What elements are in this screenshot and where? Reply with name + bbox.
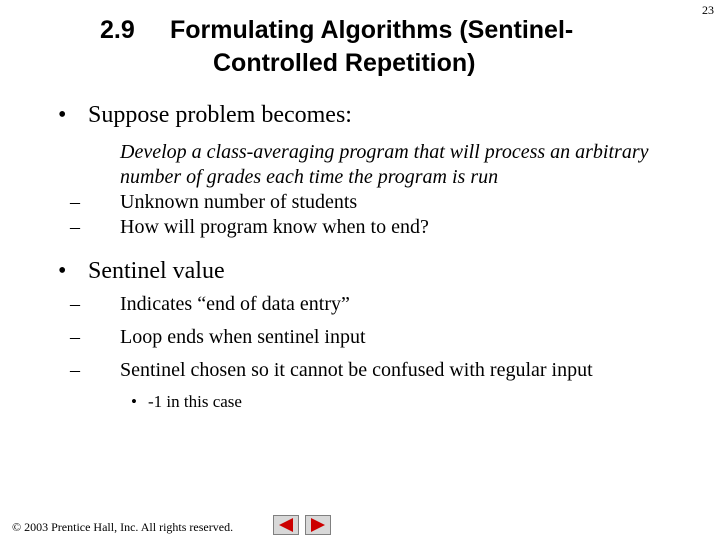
dash-marker: – [70,359,80,381]
sub-bullet-text: How will program know when to end? [120,216,429,238]
bullet-text: Sentinel value [88,258,225,284]
sub-bullet-item [58,358,698,383]
problem-description: Develop a class-averaging program that will process an arbitrary number of grades each time the program is run [120,141,649,188]
title-line-2: Controlled Repetition) [213,49,476,77]
title-number: 2.9 [100,16,135,44]
copyright-footer: © 2003 Prentice Hall, Inc. All rights reserved. [12,520,234,534]
sub-bullet-item [58,292,698,317]
slide-title [100,14,660,80]
title-line-1: Formulating Algorithms (Sentinel- [170,16,574,44]
slide-content [58,100,698,413]
spacer [58,240,698,256]
sub-bullet-text: Loop ends when sentinel input [120,326,366,348]
arrow-left-icon [273,515,299,535]
sub-bullet-item [58,190,698,215]
dash-marker: – [70,293,80,315]
previous-slide-button[interactable] [273,515,299,535]
bullet-marker: • [131,392,137,411]
sub-bullet-item [58,215,698,240]
dash-marker: – [70,216,80,238]
bullet-marker: • [58,102,67,128]
arrow-right-icon [305,515,331,535]
bullet-marker: • [58,258,67,284]
sub-bullet-item [58,325,698,350]
sub-sub-bullet-text: -1 in this case [148,392,242,411]
bullet-item [58,256,698,286]
sub-bullet-text: Indicates “end of data entry” [120,293,350,315]
sub-sub-bullet-item [58,391,698,413]
sub-bullet-text: Unknown number of students [120,191,358,213]
sub-bullet-text: Sentinel chosen so it cannot be confused with regular input [120,359,593,381]
next-slide-button[interactable] [305,515,331,535]
slide-number: 23 [702,3,714,17]
bullet-text: Suppose problem becomes: [88,102,352,128]
dash-marker: – [70,326,80,348]
bullet-item [58,100,698,130]
dash-marker: – [70,191,80,213]
